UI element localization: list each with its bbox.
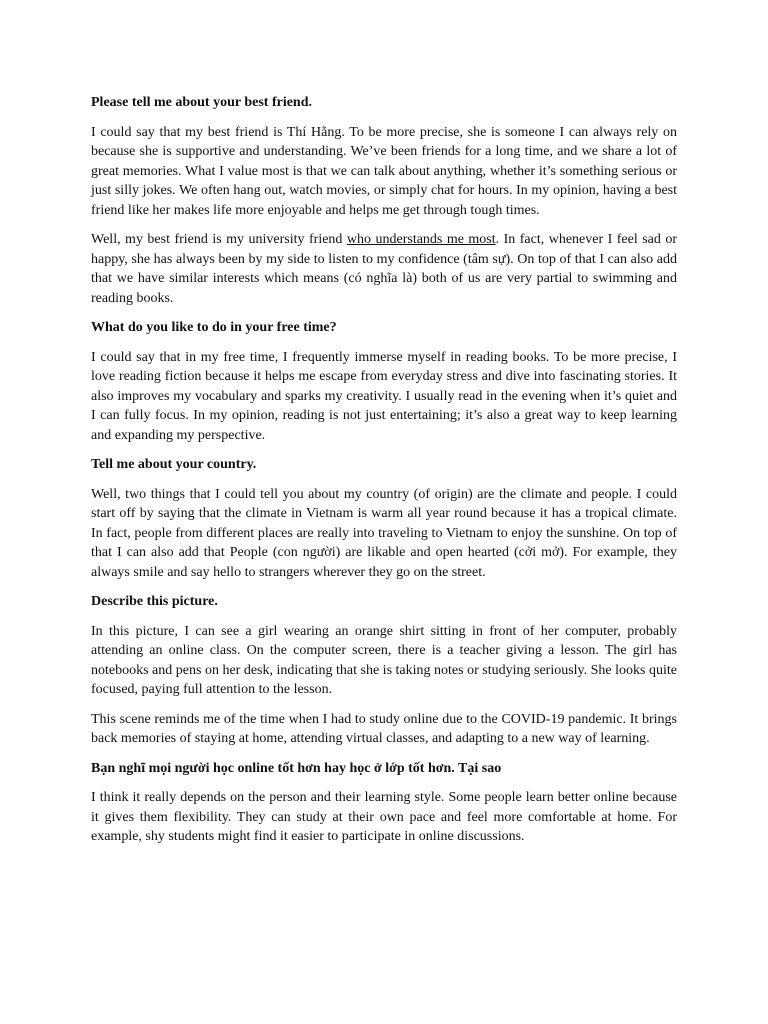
answer-paragraph: I could say that my best friend is Thí Hằng. To be more precise, she is someone I can always rely on because she is supportive and understanding. We’ve been friends for a long time, and we share a lot of great memories. What I value most is that we can talk about anything, whether it’s something serious or just silly jokes. We often hang out, watch movies, or simply chat for hours. In my opinion, having a best friend like her makes life more enjoyable and helps me get through tough times. [91, 124, 677, 218]
question-heading: Please tell me about your best friend. [91, 95, 312, 110]
answer-paragraph: I think it really depends on the person and their learning style. Some people learn better online because it gives them flexibility. They can study at their own pace and feel more comfortable at home. For example, shy students might find it easier to participate in online discussions. [91, 790, 677, 844]
paragraph-text: . In fact, whenever I feel sad or happy, she has always been by my side to listen to my confidence (tâm sự). On top of that I can also add that we have similar interests which means (có nghĩa là) both of us are very partial to swimming and reading books. [91, 232, 677, 306]
question-heading: Describe this picture. [91, 594, 218, 609]
answer-paragraph [91, 230, 677, 308]
underlined-phrase: who understands me most [346, 232, 496, 247]
document-page [91, 93, 677, 857]
question-heading: Bạn nghĩ mọi người học online tốt hơn hay học ở lớp tốt hơn. Tại sao [91, 760, 502, 776]
answer-paragraph: I could say that in my free time, I frequently immerse myself in reading books. To be more precise, I love reading fiction because it helps me escape from everyday stress and dive into fascinating stories. It also improves my vocabulary and sparks my creativity. I usually read in the evening when it’s quiet and I can fully focus. In my opinion, reading is not just entertaining; it’s also a great way to keep learning and expanding my perspective. [91, 349, 677, 443]
question-heading: Tell me about your country. [91, 457, 257, 472]
answer-paragraph: This scene reminds me of the time when I had to study online due to the COVID-19 pandemic. It brings back memories of staying at home, attending virtual classes, and adapting to a new way of learning. [91, 711, 677, 746]
answer-paragraph: Well, two things that I could tell you about my country (of origin) are the climate and people. I could start off by saying that the climate in Vietnam is warm all year round because it has a tropical climate. In fact, people from different places are really into traveling to Vietnam to enjoy the sunshine. On top of that I can also add that People (con người) are likable and open hearted (cởi mở). For example, they always smile and say hello to strangers wherever they go on the street. [91, 486, 677, 580]
question-heading: What do you like to do in your free time? [91, 320, 337, 335]
paragraph-text: Well, my best friend is my university friend [91, 232, 347, 247]
answer-paragraph: In this picture, I can see a girl wearing an orange shirt sitting in front of her computer, probably attending an online class. On the computer screen, there is a teacher giving a lesson. The girl has notebooks and pens on her desk, indicating that she is taking notes or studying seriously. She looks quite focused, paying full attention to the lesson. [91, 623, 677, 697]
